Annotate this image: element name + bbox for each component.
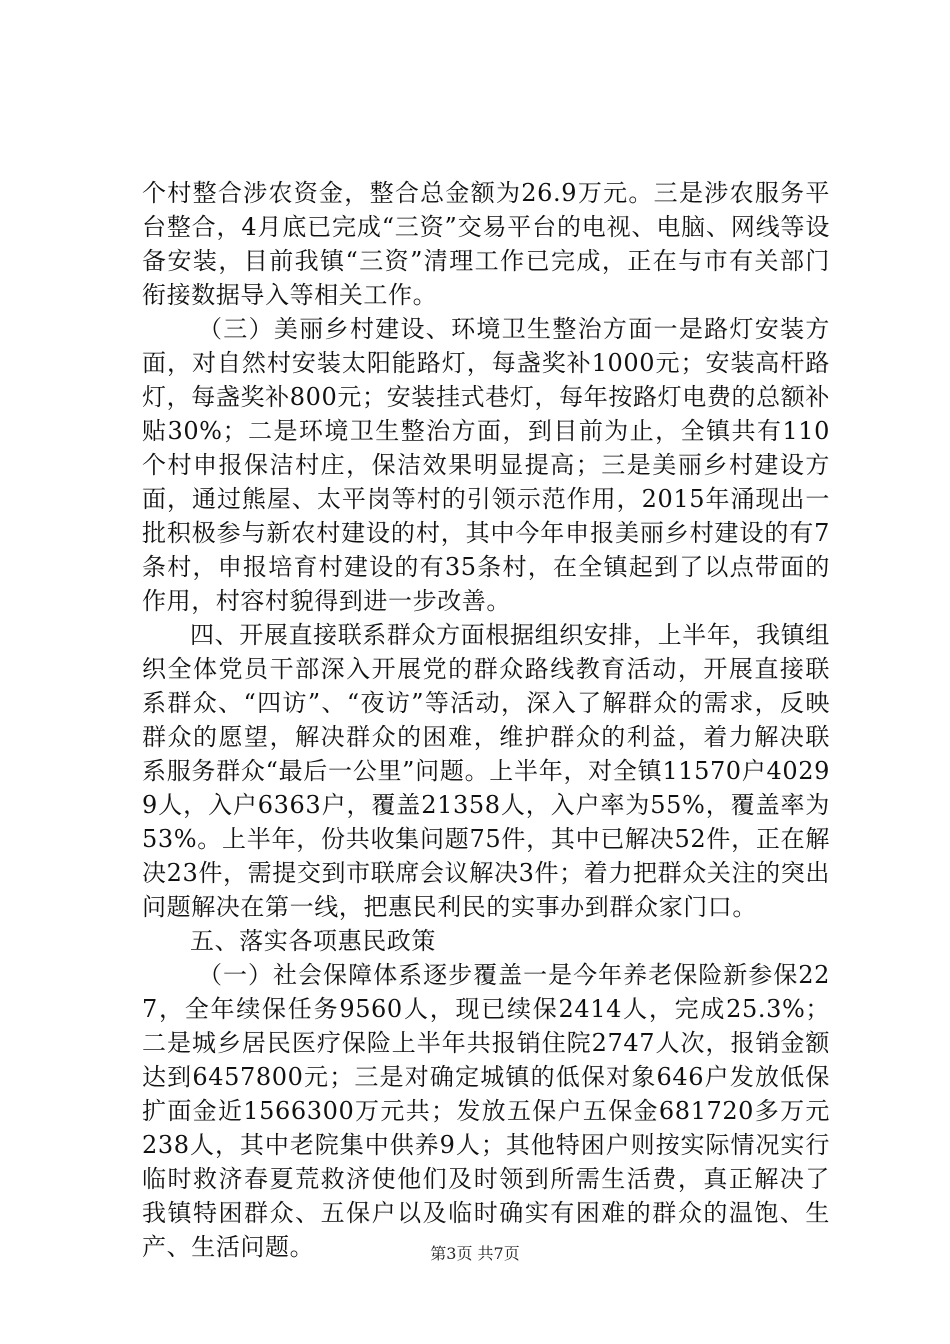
paragraph-section-4: 四、开展直接联系群众方面根据组织安排，上半年，我镇组织全体党员干部深入开展党的群众路线教育活动，开展直接联系群众、“四访”、“夜访”等活动，深入了解群众的需求，反映群众的愿望，解决群众的困难，维护群众的利益，着力解决联系服务群众“最后一公里”问题。上半年，对全镇11570户40299人，入户6363户，覆盖21358人，入户率为55%，覆盖率为53%。上半年，份共收集问题75件，其中已解决52件，正在解决23件，需提交到市联席会议解决3件；着力把群众关注的突出问题解决在第一线，把惠民利民的实事办到群众家门口。 (142, 621, 830, 921)
paragraph-section-3: （三）美丽乡村建设、环境卫生整治方面一是路灯安装方面，对自然村安装太阳能路灯，每盏奖补1000元；安装高杆路灯，每盏奖补800元；安装挂式巷灯，每年按路灯电费的总额补贴30%；二是环境卫生整治方面，到目前为止，全镇共有110个村申报保洁村庄，保洁效果明显提高；三是美丽乡村建设方面，通过熊屋、太平岗等村的引领示范作用，2015年涌现出一批积极参与新农村建设的村，其中今年申报美丽乡村建设的有7条村，申报培育村建设的有35条村，在全镇起到了以点带面的作用，村容村貌得到进一步改善。 (142, 315, 830, 615)
paragraph-section-5-1: （一）社会保障体系逐步覆盖一是今年养老保险新参保227，全年续保任务9560人，现已续保2414人，完成25.3%；二是城乡居民医疗保险上半年共报销住院2747人次，报销金额达到6457800元；三是对确定城镇的低保对象646户发放低保扩面金近1566300万元共；发放五保户五保金681720多万元238人，其中老院集中供养9人；其他特困户则按实际情况实行临时救济春夏荒救济使他们及时领到所需生活费，真正解决了我镇特困群众、五保户以及临时确实有困难的群众的温饱、生产、生活问题。 (142, 961, 830, 1261)
document-body (142, 176, 830, 1264)
section-heading-5: 五、落实各项惠民政策 (190, 927, 436, 955)
paragraph-continued: 个村整合涉农资金，整合总金额为26.9万元。三是涉农服务平台整合，4月底已完成“三资”交易平台的电视、电脑、网线等设备安装，目前我镇“三资”清理工作已完成，正在与市有关部门衔接数据导入等相关工作。 (142, 179, 830, 309)
page-number-footer: 第3页 共7页 (430, 1244, 520, 1263)
